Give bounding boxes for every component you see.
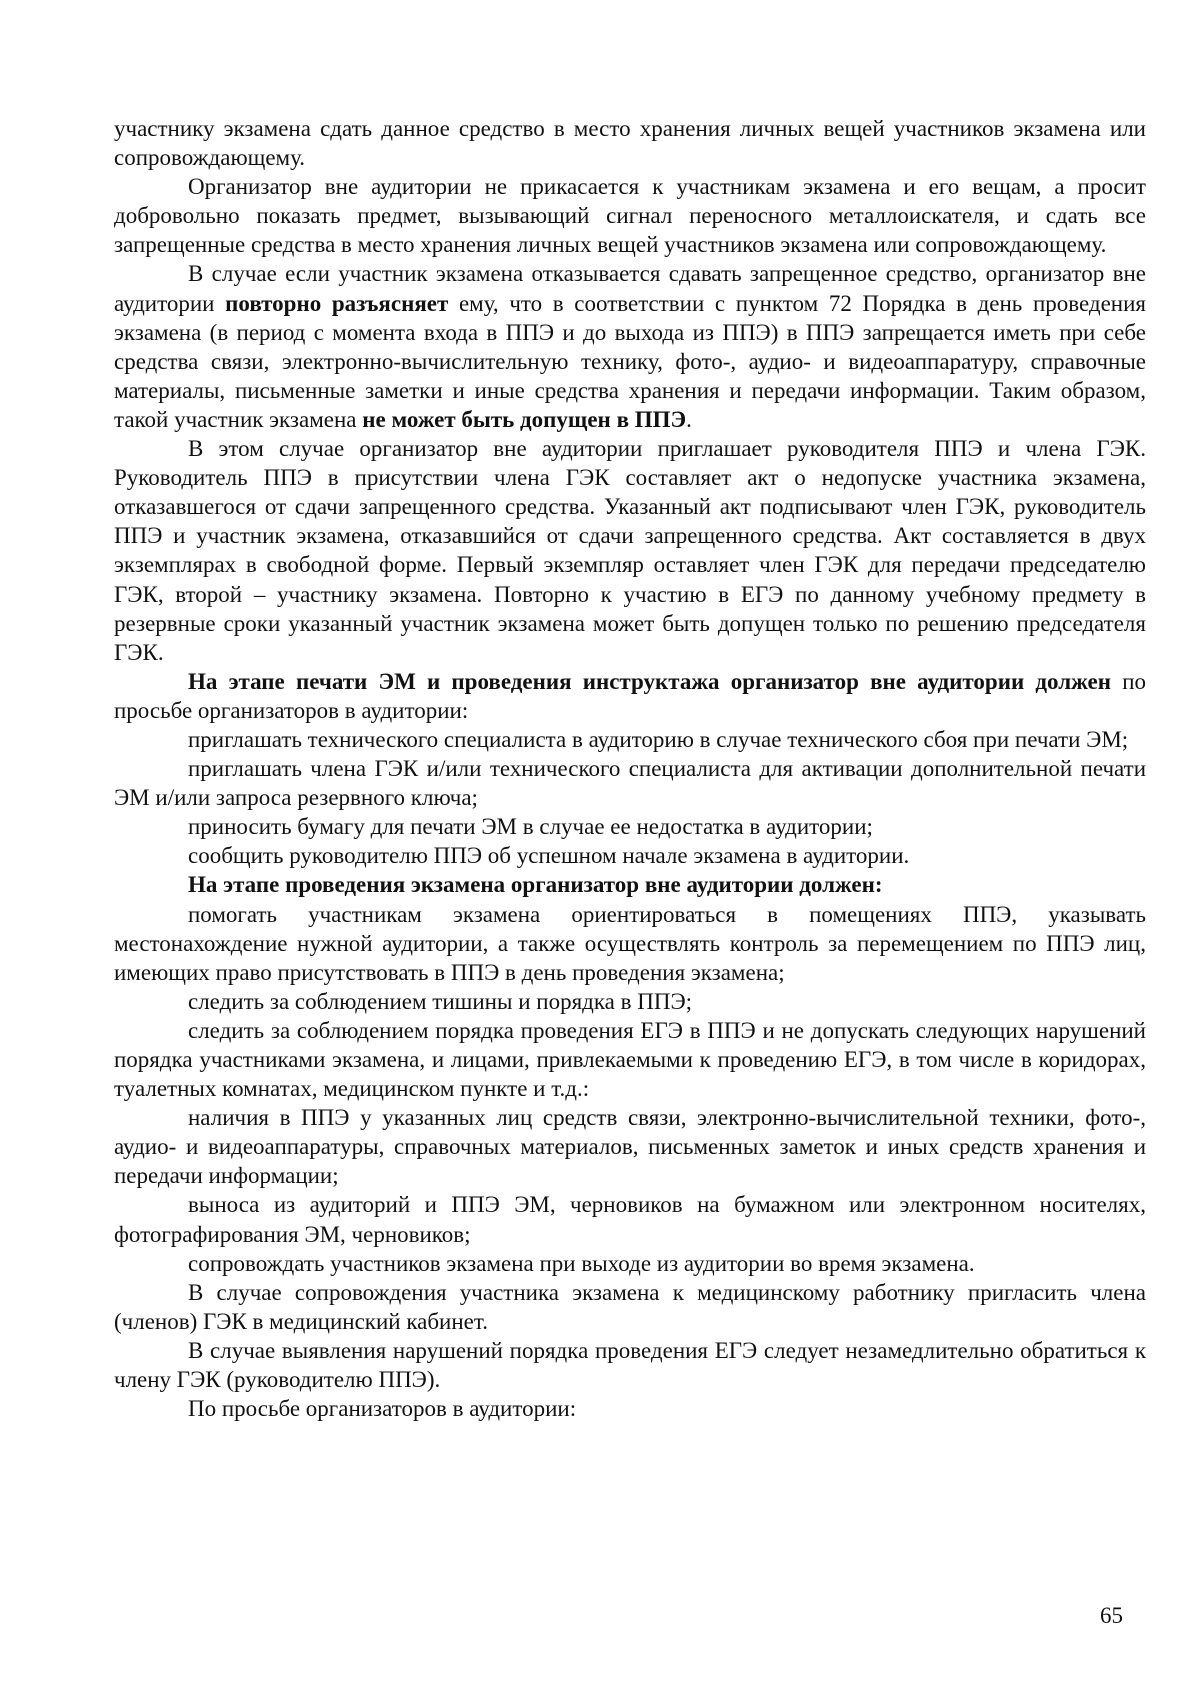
paragraph	[114, 754, 1146, 812]
text-run: выноса из аудиторий и ППЭ ЭМ, черновиков на бумажном или электронном носителях, фотографирования ЭМ, черновиков;	[114, 1192, 1146, 1247]
paragraph	[114, 172, 1146, 259]
paragraph	[114, 812, 1146, 841]
bold-text: не может быть допущен в ППЭ	[362, 406, 687, 432]
text-run: помогать участникам экзамена ориентироваться в помещениях ППЭ, указывать местонахождение нужной аудитории, а также осуществлять контроль за перемещением по ППЭ лиц, имеющих право присутствовать в ППЭ в день проведения экзамена;	[114, 901, 1146, 985]
text-run: В случае сопровождения участника экзамена к медицинскому работнику пригласить члена (членов) ГЭК в медицинский кабинет.	[114, 1279, 1146, 1334]
text-run: следить за соблюдением тишины и порядка в ППЭ;	[188, 988, 693, 1014]
paragraph	[114, 1278, 1146, 1336]
text-run: По просьбе организаторов в аудитории:	[188, 1396, 577, 1422]
paragraph	[114, 114, 1146, 172]
paragraph	[114, 1190, 1146, 1248]
bold-text: На этапе печати ЭМ и проведения инструктажа организатор вне аудитории должен	[188, 668, 1111, 694]
paragraph	[114, 667, 1146, 725]
text-run: В случае если участник экзамена отказывается сдавать запрещенное средство, организатор вне аудитории	[114, 261, 1146, 316]
text-run: следить за соблюдением порядка проведения ЕГЭ в ППЭ и не допускать следующих нарушений порядка участниками экзамена, и лицами, привлекаемыми к проведению ЕГЭ, в том числе в коридорах, туалетных комнатах, медицинском пункте и т.д.:	[114, 1017, 1146, 1102]
paragraph	[114, 1249, 1146, 1278]
paragraph	[114, 1016, 1146, 1103]
paragraph	[114, 434, 1146, 667]
text-run: участнику экзамена сдать данное средство в место хранения личных вещей участников экзамена или сопровождающему.	[114, 116, 1146, 171]
text-run: сообщить руководителю ППЭ об успешном начале экзамена в аудитории.	[188, 843, 910, 869]
text-run: В этом случае организатор вне аудитории приглашает руководителя ППЭ и члена ГЭК. Руководитель ППЭ в присутствии члена ГЭК составляет акт о недопуске участника экзамена, отказавшегося от сдачи запрещенного средства. Указанный акт подписывают член ГЭК, руководитель ППЭ и участник экзамена, отказавшийся от сдачи запрещенного средства. Акт составляется в двух экземплярах в свободной форме. Первый экземпляр оставляет член ГЭК для передачи председателю ГЭК, второй – участнику экзамена. Повторно к участию в ЕГЭ по данному учебному предмету в резервные сроки указанный участник экзамена может быть допущен только по решению председателя ГЭК.	[114, 436, 1146, 665]
paragraph	[114, 987, 1146, 1016]
text-run: по просьбе организаторов в аудитории:	[114, 668, 1147, 723]
bold-text: На этапе проведения экзамена организатор вне аудитории должен:	[188, 872, 883, 898]
text-run: ему, что в соответствии с пунктом 72 Порядка в день проведения экзамена (в период с момента входа в ППЭ и до выхода из ППЭ) в ППЭ запрещается иметь при себе средства связи, электронно-вычислительную технику, фото-, аудио- и видеоаппаратуру, справочные материалы, письменные заметки и иные средства хранения и передачи информации. Таким образом, такой участник экзамена	[114, 290, 1146, 432]
page-number: 65	[1100, 1603, 1123, 1628]
paragraph	[114, 1394, 1146, 1423]
text-run: приносить бумагу для печати ЭМ в случае ее недостатка в аудитории;	[188, 814, 873, 840]
bold-text: повторно разъясняет	[225, 290, 449, 316]
paragraph	[114, 870, 1146, 899]
paragraph	[114, 259, 1146, 434]
document-body	[114, 114, 1146, 1423]
text-run: Организатор вне аудитории не прикасается к участникам экзамена и его вещам, а просит добровольно показать предмет, вызывающий сигнал переносного металлоискателя, и сдать все запрещенные средства в место хранения личных вещей участников экзамена или сопровождающему.	[114, 174, 1146, 258]
paragraph	[114, 900, 1146, 987]
text-run: сопровождать участников экзамена при выходе из аудитории во время экзамена.	[188, 1250, 975, 1276]
text-run: .	[686, 406, 692, 432]
text-run: приглашать члена ГЭК и/или технического специалиста для активации дополнительной печати ЭМ и/или запроса резервного ключа;	[114, 756, 1146, 811]
text-run: В случае выявления нарушений порядка проведения ЕГЭ следует незамедлительно обратиться к члену ГЭК (руководителю ППЭ).	[114, 1337, 1146, 1393]
text-run: приглашать технического специалиста в аудиторию в случае технического сбоя при печати ЭМ;	[188, 726, 1129, 752]
text-run: наличия в ППЭ у указанных лиц средств связи, электронно-вычислительной техники, фото-, аудио- и видеоаппаратуры, справочных материалов, письменных заметок и иных средств хранения и передачи информации;	[114, 1105, 1146, 1189]
paragraph	[114, 841, 1146, 870]
paragraph	[114, 1103, 1146, 1190]
paragraph	[114, 725, 1146, 754]
paragraph	[114, 1336, 1146, 1394]
